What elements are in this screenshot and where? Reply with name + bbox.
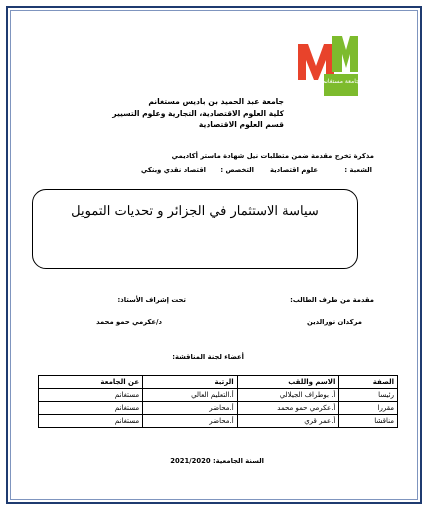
specialty-value: اقتصاد نقدي وبنكي (140, 166, 206, 174)
cell-name: أ.عكرمي حمو محمد (237, 402, 339, 415)
memo-line: مذكرة تخرج مقدمة ضمن متطلبات نيل شهادة ماستر أكاديمي (171, 152, 374, 160)
department-name: قسم العلوم الاقتصادية (198, 120, 284, 129)
specialty-label: التخصص : (220, 166, 254, 174)
supervisor-label: تحت إشراف الأستاذ: (117, 296, 186, 304)
thesis-title-box (32, 189, 358, 269)
thesis-title: سياسة الاستثمار في الجزائر و تحديات التمويل (71, 204, 319, 219)
university-name: جامعة عبد الحميد بن باديس مستغانم (148, 97, 284, 106)
cell-role: رئيسا (339, 389, 398, 402)
supervisor-name: د/عكرمي حمو محمد (96, 318, 162, 326)
table-row (39, 402, 398, 415)
committee-table (38, 375, 398, 428)
cell-university: مستغانم (39, 402, 143, 415)
header-block (74, 96, 284, 131)
university-logo (296, 30, 360, 100)
committee-title: أعضاء لجنة المناقشة: (172, 353, 244, 361)
cell-role: مناقشا (339, 415, 398, 428)
cell-university: مستغانم (39, 389, 143, 402)
header-university: عن الجامعة (39, 376, 143, 389)
branch-label: الشعبة : (344, 166, 372, 174)
cell-rank: أ.محاضر (143, 415, 238, 428)
cell-name: أ. بوطراف الجيلالي (237, 389, 339, 402)
academic-year: السنة الجامعية: 2021/2020 (170, 457, 264, 465)
cell-name: أ.عمر قري (237, 415, 339, 428)
header-name: الاسم واللقب (237, 376, 339, 389)
table-row (39, 389, 398, 402)
student-label: مقدمة من طرف الطالب: (290, 296, 374, 304)
cell-university: مستغانم (39, 415, 143, 428)
table-row (39, 415, 398, 428)
branch-value: علوم اقتصادية (270, 166, 318, 174)
table-header-row (39, 376, 398, 389)
cell-rank: أ.التعليم العالي (143, 389, 238, 402)
faculty-name: كلية العلوم الاقتصادية، التجارية وعلوم التسيير (112, 108, 284, 118)
logo-caption: جامعة مستغانم (322, 78, 360, 85)
header-rank: الرتبة (143, 376, 238, 389)
cell-role: مقررا (339, 402, 398, 415)
header-role: الصفة (339, 376, 398, 389)
cell-rank: أ.محاضر (143, 402, 238, 415)
student-name: مركدان نورالدين (306, 318, 362, 326)
